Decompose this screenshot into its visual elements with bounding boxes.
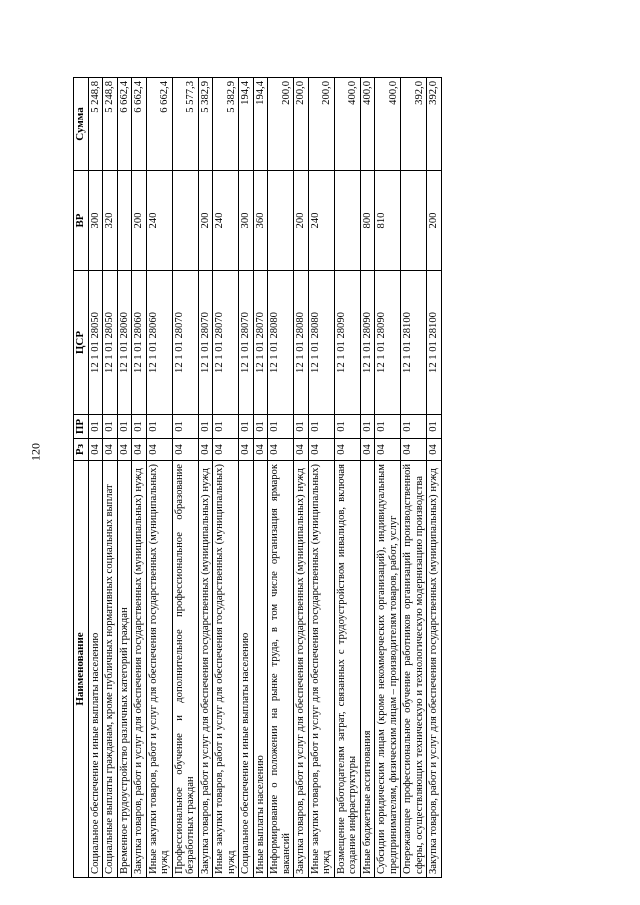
row-csr: 12 1 01 28080 [268,271,294,415]
row-pr: 01 [294,415,309,439]
row-rz: 04 [253,439,268,461]
row-pr: 01 [132,415,147,439]
row-pr: 01 [360,415,375,439]
row-sum: 400,0 [375,78,401,171]
table-row [146,78,172,878]
row-vr: 320 [103,171,118,271]
row-rz: 04 [239,439,254,461]
row-csr: 12 1 01 28090 [360,271,375,415]
row-rz: 04 [103,439,118,461]
row-pr: 01 [253,415,268,439]
table-row [375,78,401,878]
row-csr: 12 1 01 28070 [239,271,254,415]
row-rz: 04 [198,439,213,461]
table-row [213,78,239,878]
table-row [294,78,309,878]
row-name: Опережающее профессиональное обучение работников организаций производственной сферы, осуществляющих техническую и технологическую модернизацию производства [401,461,427,878]
row-pr: 01 [88,415,103,439]
row-rz: 04 [172,439,198,461]
row-name: Закупка товаров, работ и услуг для обеспечения государственных (муниципальных) нужд [427,461,442,878]
row-rz: 04 [268,439,294,461]
row-sum: 392,0 [427,78,442,171]
row-sum: 392,0 [401,78,427,171]
row-csr: 12 1 01 28060 [117,271,132,415]
row-sum: 400,0 [334,78,360,171]
row-csr: 12 1 01 28100 [427,271,442,415]
row-pr: 01 [213,415,239,439]
row-name: Закупка товаров, работ и услуг для обеспечения государственных (муниципальных) нужд [294,461,309,878]
row-rz: 04 [146,439,172,461]
row-name: Временное трудоустройство различных категорий граждан [117,461,132,878]
table-row [360,78,375,878]
row-rz: 04 [334,439,360,461]
row-vr: 800 [360,171,375,271]
row-vr: 240 [146,171,172,271]
row-rz: 04 [375,439,401,461]
table-row [253,78,268,878]
row-pr: 01 [268,415,294,439]
table-row [198,78,213,878]
row-sum: 6 662,4 [146,78,172,171]
table-row [401,78,427,878]
row-csr: 12 1 01 28070 [213,271,239,415]
row-name: Иные выплаты населению [253,461,268,878]
row-vr: 300 [88,171,103,271]
row-vr: 240 [308,171,334,271]
row-sum: 6 662,4 [117,78,132,171]
row-vr: 200 [198,171,213,271]
row-pr: 01 [401,415,427,439]
row-sum: 194,4 [253,78,268,171]
row-sum: 400,0 [360,78,375,171]
row-csr: 12 1 01 28050 [88,271,103,415]
row-pr: 01 [375,415,401,439]
row-name: Закупка товаров, работ и услуг для обеспечения государственных (муниципальных) нужд [198,461,213,878]
page-number: 120 [28,443,43,461]
row-csr: 12 1 01 28070 [253,271,268,415]
row-vr [268,171,294,271]
row-name: Иные бюджетные ассигнования [360,461,375,878]
table-row [268,78,294,878]
row-sum: 200,0 [294,78,309,171]
row-csr: 12 1 01 28060 [132,271,147,415]
table-row [103,78,118,878]
row-csr: 12 1 01 28090 [334,271,360,415]
header-rz: Рз [74,439,89,461]
row-sum: 200,0 [268,78,294,171]
table-row [239,78,254,878]
row-pr: 01 [146,415,172,439]
rotated-page [73,78,608,878]
row-vr [334,171,360,271]
row-name: Закупка товаров, работ и услуг для обеспечения государственных (муниципальных) нужд [132,461,147,878]
row-rz: 04 [427,439,442,461]
table-row [172,78,198,878]
row-rz: 04 [308,439,334,461]
row-pr: 01 [427,415,442,439]
row-name: Иные закупки товаров, работ и услуг для обеспечения государственных (муниципальных) нужд [213,461,239,878]
row-csr: 12 1 01 28050 [103,271,118,415]
row-vr [117,171,132,271]
header-sum: Сумма [74,78,89,171]
row-sum: 200,0 [308,78,334,171]
row-vr [172,171,198,271]
row-name: Иные закупки товаров, работ и услуг для обеспечения государственных (муниципальных) нужд [308,461,334,878]
row-csr: 12 1 01 28090 [375,271,401,415]
row-sum: 6 662,4 [132,78,147,171]
row-vr: 200 [132,171,147,271]
row-name: Информирование о положении на рынке труда, в том числе организация ярмарок вакансий [268,461,294,878]
row-csr: 12 1 01 28100 [401,271,427,415]
row-pr: 01 [334,415,360,439]
row-csr: 12 1 01 28070 [172,271,198,415]
row-pr: 01 [172,415,198,439]
row-sum: 5 248,8 [103,78,118,171]
row-vr: 240 [213,171,239,271]
row-name: Социальные выплаты гражданам, кроме публичных нормативных социальных выплат [103,461,118,878]
row-name: Социальное обеспечение и иные выплаты населению [88,461,103,878]
row-rz: 04 [117,439,132,461]
budget-table [73,77,442,878]
row-vr: 200 [427,171,442,271]
row-sum: 5 382,9 [198,78,213,171]
header-name: Наименование [74,461,89,878]
row-name: Профессиональное обучение и дополнительное профессиональное образование безработных граждан [172,461,198,878]
row-rz: 04 [213,439,239,461]
row-name: Иные закупки товаров, работ и услуг для обеспечения государственных (муниципальных) нужд [146,461,172,878]
table-row [132,78,147,878]
row-pr: 01 [117,415,132,439]
row-vr [401,171,427,271]
row-pr: 01 [308,415,334,439]
row-name: Возмещение работодателям затрат, связанных с трудоустройством инвалидов, включая создание инфраструктуры [334,461,360,878]
header-csr: ЦСР [74,271,89,415]
row-rz: 04 [88,439,103,461]
table-row [308,78,334,878]
row-sum: 194,4 [239,78,254,171]
row-pr: 01 [239,415,254,439]
row-vr: 360 [253,171,268,271]
row-vr: 810 [375,171,401,271]
row-csr: 12 1 01 28080 [308,271,334,415]
row-rz: 04 [132,439,147,461]
table-row [427,78,442,878]
row-rz: 04 [360,439,375,461]
row-rz: 04 [294,439,309,461]
row-name: Социальное обеспечение и иные выплаты населению [239,461,254,878]
row-csr: 12 1 01 28070 [198,271,213,415]
row-vr: 300 [239,171,254,271]
row-pr: 01 [198,415,213,439]
row-pr: 01 [103,415,118,439]
row-name: Субсидии юридическим лицам (кроме некоммерческих организаций), индивидуальным предпринимателям, физическим лицам – производителям товаров, работ, услуг [375,461,401,878]
row-vr: 200 [294,171,309,271]
table-header-row [74,78,89,878]
row-rz: 04 [401,439,427,461]
header-vr: ВР [74,171,89,271]
row-csr: 12 1 01 28060 [146,271,172,415]
header-pr: ПР [74,415,89,439]
table-row [88,78,103,878]
table-row [117,78,132,878]
row-sum: 5 248,8 [88,78,103,171]
row-sum: 5 382,9 [213,78,239,171]
row-csr: 12 1 01 28080 [294,271,309,415]
row-sum: 5 577,3 [172,78,198,171]
table-row [334,78,360,878]
